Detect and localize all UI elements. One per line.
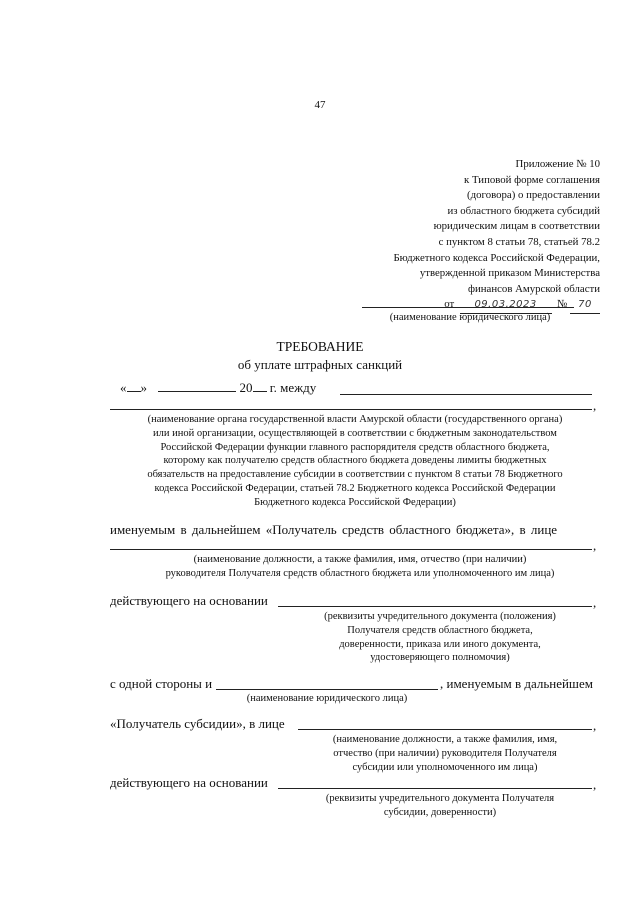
- acting-basis-label-2: действующего на основании: [110, 775, 268, 790]
- year-blank: [253, 391, 267, 392]
- legal-entity-line-2: [216, 689, 438, 690]
- caption-line: Бюджетного кодекса Российской Федерации): [254, 496, 456, 508]
- acting-basis-line-2: [278, 788, 592, 789]
- appendix-line: (договора) о предоставлении: [467, 189, 600, 202]
- caption-line: (реквизиты учредительного документа (положения): [324, 611, 556, 622]
- subsidy-recipient-label: «Получатель субсидии», в лице: [110, 716, 285, 731]
- recipient-caption: [110, 553, 610, 581]
- document-subtitle: об уплате штрафных санкций: [237, 357, 403, 372]
- caption-line: обязательств на предоставление субсидии в соответствии с пунктом 8 статьи 78 Бюджетного: [147, 469, 563, 481]
- number-prefix: №: [556, 298, 568, 311]
- day-blank: [127, 391, 141, 392]
- handwritten-date: 09.03.2023: [460, 297, 552, 314]
- recipient-name-line: [110, 549, 592, 550]
- caption-line: которому как получателю средств областного бюджета доведены лимиты бюджетных: [163, 455, 547, 467]
- subsidy-caption: [300, 733, 590, 774]
- acting-basis-label: действующего на основании: [110, 593, 268, 608]
- caption-line: Получателя средств областного бюджета,: [347, 624, 533, 636]
- appendix-line: утвержденной приказом Министерства: [419, 267, 600, 280]
- document-title: ТРЕБОВАНИЕ: [276, 339, 364, 354]
- acting-basis-line: [278, 606, 592, 607]
- subsidy-recipient-comma: ,: [593, 718, 597, 733]
- acting-caption-1: [290, 610, 590, 665]
- acting-caption-2: [290, 792, 590, 820]
- caption-line: (реквизиты учредительного документа Получателя: [325, 793, 555, 804]
- legal-entity-caption: (наименование юридического лица): [389, 312, 551, 323]
- acting-basis-comma-2: ,: [593, 777, 597, 792]
- recipient-comma: ,: [593, 538, 597, 553]
- handwritten-number: 70: [570, 297, 600, 314]
- caption-line: доверенности, приказа или иного документа,: [339, 638, 541, 650]
- caption-line: (наименование органа государственной власти Амурской области (государственного органа): [147, 414, 563, 425]
- appendix-line: с пунктом 8 статьи 78, статьей 78.2: [438, 235, 600, 248]
- year-prefix: 20: [239, 380, 253, 395]
- caption-line: Российской Федерации функции главного распорядителя средств областного бюджета,: [160, 441, 550, 453]
- appendix-block: [340, 157, 600, 314]
- appendix-line: из областного бюджета субсидий: [447, 204, 600, 217]
- legal-entity-line: [362, 307, 574, 308]
- date-prefix: от: [444, 298, 455, 311]
- caption-line: руководителя Получателя средств областного бюджета или уполномоченного им лица): [165, 567, 555, 579]
- hereinafter-label: , именуемым в дальнейшем: [440, 676, 593, 691]
- caption-line: (наименование должности, а также фамилия, имя, отчество (при наличии): [193, 554, 527, 565]
- caption-line: кодекса Российской Федерации, статьей 78.2 Бюджетного кодекса Российской Федерации: [154, 482, 556, 494]
- appendix-line: финансов Амурской области: [468, 282, 600, 295]
- caption-line: субсидии, доверенности): [383, 806, 497, 818]
- month-blank: [158, 391, 236, 392]
- year-suffix: г. между: [269, 380, 317, 395]
- appendix-line: Приложение № 10: [515, 158, 600, 170]
- caption-line: или иной организации, осуществляющей в соответствии с бюджетным законодательством: [153, 427, 557, 439]
- subsidy-recipient-line: [298, 729, 592, 730]
- legal-entity-caption-2: (наименование юридического лица): [246, 693, 408, 704]
- appendix-line: Бюджетного кодекса Российской Федерации,: [393, 251, 600, 264]
- caption-line: (наименование должности, а также фамилия, имя,: [332, 734, 558, 745]
- appendix-line: юридическим лицам в соответствии: [433, 220, 600, 233]
- authority-comma: ,: [593, 398, 597, 413]
- page-number: 47: [314, 99, 326, 111]
- recipient-line: именуемым в дальнейшем «Получатель средств областного бюджета», в лице: [110, 522, 558, 537]
- authority-caption: [100, 413, 610, 510]
- quote-open: «: [120, 380, 127, 395]
- caption-line: удостоверяющего полномочия): [370, 652, 510, 664]
- date-line: [120, 380, 316, 396]
- between-line: [340, 394, 592, 395]
- one-side-label: с одной стороны и: [110, 676, 213, 691]
- quote-close: »: [140, 380, 147, 395]
- acting-basis-comma: ,: [593, 595, 597, 610]
- caption-line: субсидии или уполномоченного им лица): [352, 761, 538, 773]
- caption-line: отчество (при наличии) руководителя Получателя: [333, 747, 557, 759]
- appendix-line: к Типовой форме соглашения: [464, 173, 600, 186]
- authority-line: [110, 409, 592, 410]
